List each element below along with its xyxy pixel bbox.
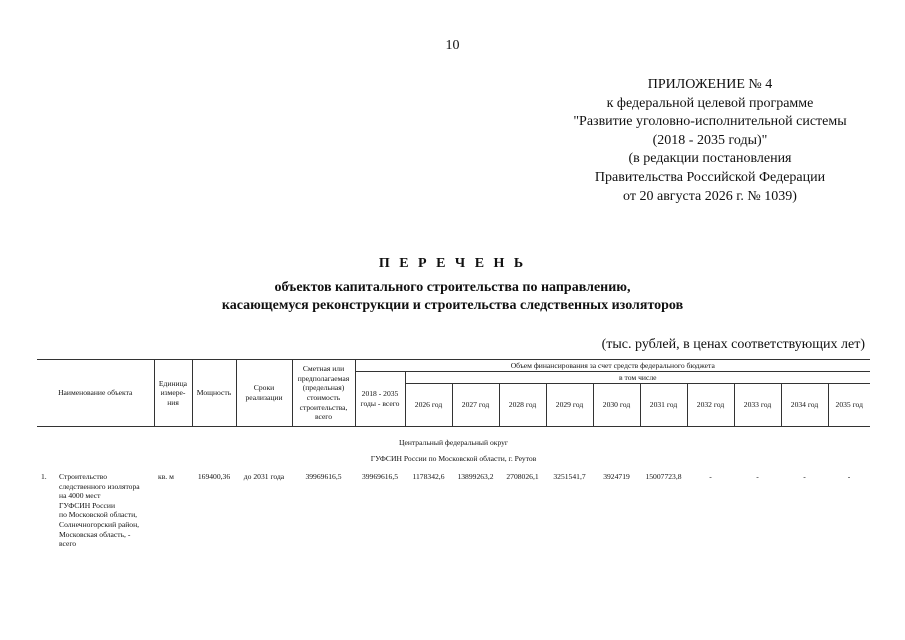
- year-value-cell: 2708026,1: [506, 472, 539, 481]
- term-cell: до 2031 года: [243, 472, 285, 481]
- total-cell: 39969616,5: [361, 472, 399, 481]
- header-unit: Единица измере-ния: [154, 360, 192, 427]
- object-name: [59, 472, 140, 549]
- appendix-block: [545, 76, 875, 206]
- object-name-line: ГУФСИН России: [59, 500, 116, 510]
- region-row: [37, 427, 870, 451]
- row-number: 1.: [41, 472, 47, 481]
- object-name-line: следственного изолятора: [59, 481, 140, 491]
- appendix-line: (в редакции постановления: [628, 151, 792, 167]
- unit-cell: кв. м: [158, 472, 174, 481]
- table-header: [37, 360, 870, 427]
- header-including: в том числе: [405, 372, 870, 384]
- object-name-line: на 4000 мест: [59, 491, 101, 501]
- object-name-cell: [37, 466, 154, 550]
- header-year: 2030 год: [593, 384, 640, 427]
- appendix-line: к федеральной целевой программе: [606, 95, 814, 111]
- appendix-line: "Развитие уголовно-исполнительной системы: [573, 114, 847, 130]
- object-name-line: всего: [59, 539, 77, 549]
- estimate-cell: 39969616,5: [305, 472, 342, 481]
- object-name-line: по Московской области,: [59, 510, 138, 520]
- year-value-cell: 3251541,7: [553, 472, 586, 481]
- header-year: 2027 год: [452, 384, 499, 427]
- header-capacity: Мощность: [192, 360, 236, 427]
- appendix-line: ПРИЛОЖЕНИЕ № 4: [647, 77, 773, 92]
- header-term: Сроки реализации: [236, 360, 292, 427]
- appendix-line: Правительства Российской Федерации: [594, 169, 826, 185]
- header-estimate: Сметная или предполагаемая (предельная) стоимость строительства, всего: [292, 360, 355, 427]
- object-name-line: Солнечногорский район,: [59, 519, 140, 529]
- page-number: 10: [445, 38, 460, 53]
- year-value-cell: 3924719: [603, 472, 630, 481]
- header-name: Наименование объекта: [37, 360, 154, 427]
- header-year: 2032 год: [687, 384, 734, 427]
- header-year: 2035 год: [828, 384, 870, 427]
- header-year: 2031 год: [640, 384, 687, 427]
- appendix-line: от 20 августа 2026 г. № 1039): [623, 188, 797, 204]
- objects-table: [37, 359, 870, 550]
- year-value-cell: -: [847, 472, 851, 481]
- year-value-cell: 1178342,6: [412, 472, 445, 481]
- header-year: 2029 год: [546, 384, 593, 427]
- units-note: (тыс. рублей, в ценах соответствующих лет): [601, 337, 865, 352]
- year-value-cell: -: [709, 472, 712, 481]
- subtitle-line-2: касающемуся реконструкции и строительства следственных изоляторов: [221, 298, 684, 313]
- subregion-label: ГУФСИН России по Московской области, г. Реутов: [370, 454, 537, 464]
- appendix-line: (2018 - 2035 годы)": [652, 132, 768, 148]
- header-year: 2028 год: [499, 384, 546, 427]
- year-value-cell: -: [803, 472, 806, 481]
- year-value-cell: 13899263,2: [457, 472, 494, 481]
- year-value-cell: 15007723,8: [645, 472, 682, 481]
- subregion-row: [37, 450, 870, 466]
- header-year: 2034 год: [781, 384, 828, 427]
- header-year: 2033 год: [734, 384, 781, 427]
- subtitle-line-1: объектов капитального строительства по направлению,: [274, 280, 631, 295]
- document-subtitle: [0, 279, 905, 315]
- capacity-cell: 169400,36: [197, 472, 231, 481]
- region-label: Центральный федеральный округ: [398, 438, 509, 448]
- document-title: П Е Р Е Ч Е Н Ь: [378, 256, 527, 271]
- year-value-cell: -: [756, 472, 759, 481]
- header-total-period: 2018 - 2035 годы - всего: [355, 372, 405, 427]
- object-name-line: Московская область, -: [59, 529, 131, 539]
- header-year: 2026 год: [405, 384, 452, 427]
- header-funding: Объем финансирования за счет средств федерального бюджета: [355, 360, 870, 372]
- object-name-line: Строительство: [59, 472, 107, 481]
- table-row: [37, 466, 870, 550]
